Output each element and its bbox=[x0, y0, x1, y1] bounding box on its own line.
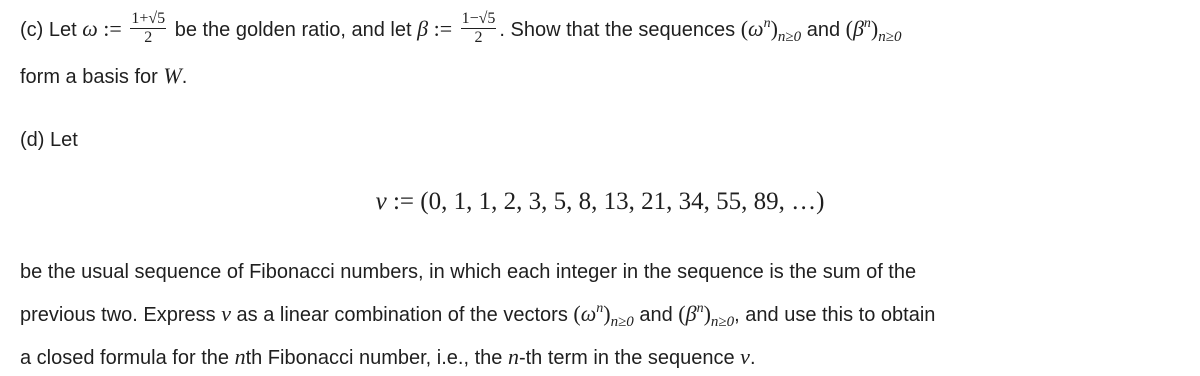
math-exponent: n bbox=[596, 301, 604, 316]
text: (c) Let bbox=[20, 18, 83, 41]
math-W: W bbox=[163, 63, 182, 88]
text: as a linear combination of the vectors bbox=[230, 304, 574, 326]
fraction-numerator: 1+√5 bbox=[131, 10, 166, 27]
text: -th term in the sequence bbox=[518, 347, 741, 369]
math-v: v bbox=[221, 301, 231, 326]
math-beta: β bbox=[685, 301, 697, 326]
math-paren: ) bbox=[770, 15, 778, 41]
math-assign: := bbox=[428, 15, 458, 41]
math-assign: := bbox=[97, 15, 128, 41]
math-n: n bbox=[507, 344, 519, 369]
text: . bbox=[181, 66, 188, 88]
math-v: v bbox=[375, 188, 387, 215]
math-subscript: n≥0 bbox=[710, 314, 735, 330]
math-subscript: n≥0 bbox=[610, 314, 634, 330]
math-beta: β bbox=[417, 15, 429, 41]
math-omega: ω bbox=[82, 15, 98, 41]
text: th Fibonacci number, i.e., the bbox=[245, 347, 508, 369]
math-exponent: n bbox=[863, 15, 871, 31]
golden-ratio-fraction bbox=[130, 11, 166, 46]
math-omega: ω bbox=[580, 301, 597, 326]
text: previous two. Express bbox=[20, 304, 222, 326]
text: form a basis for bbox=[20, 66, 164, 88]
text: a closed formula for the bbox=[20, 347, 235, 369]
math-paren: ( bbox=[678, 301, 686, 326]
math-omega: ω bbox=[748, 15, 764, 41]
part-d-line-3 bbox=[20, 343, 756, 372]
part-d-line-2 bbox=[20, 300, 935, 332]
math-exponent: n bbox=[763, 15, 771, 31]
text: and bbox=[633, 304, 679, 326]
math-subscript: n≥0 bbox=[777, 28, 802, 45]
math-exponent: n bbox=[696, 301, 704, 316]
math-paren: ) bbox=[603, 301, 611, 326]
math-beta: β bbox=[852, 15, 864, 41]
math-paren: ( bbox=[845, 15, 853, 41]
text: . bbox=[749, 347, 756, 369]
math-paren: ) bbox=[870, 15, 879, 41]
text: and bbox=[801, 18, 846, 41]
sequence-values: := (0, 1, 1, 2, 3, 5, 8, 13, 21, 34, 55, 89, …) bbox=[386, 188, 825, 215]
part-c-line-2 bbox=[20, 62, 187, 91]
part-d-label: (d) Let bbox=[20, 129, 78, 151]
math-paren: ) bbox=[703, 301, 711, 326]
conjugate-fraction bbox=[461, 11, 497, 46]
text: , and use this to obtain bbox=[734, 304, 936, 326]
text: . Show that the sequences bbox=[499, 18, 741, 41]
math-n: n bbox=[234, 344, 246, 369]
fibonacci-display-equation bbox=[0, 186, 1200, 218]
part-c-line-1 bbox=[20, 10, 902, 48]
math-subscript: n≥0 bbox=[878, 28, 902, 45]
math-paren: ( bbox=[740, 15, 749, 41]
part-d-line-1: be the usual sequence of Fibonacci numbers, in which each integer in the sequence is the sum of the bbox=[20, 261, 917, 283]
math-paren: ( bbox=[573, 301, 581, 326]
fraction-denominator: 2 bbox=[144, 29, 153, 46]
fraction-numerator: 1−√5 bbox=[461, 10, 496, 27]
math-v: v bbox=[740, 344, 750, 369]
text: be the golden ratio, and let bbox=[169, 18, 418, 41]
fraction-denominator: 2 bbox=[474, 29, 483, 46]
